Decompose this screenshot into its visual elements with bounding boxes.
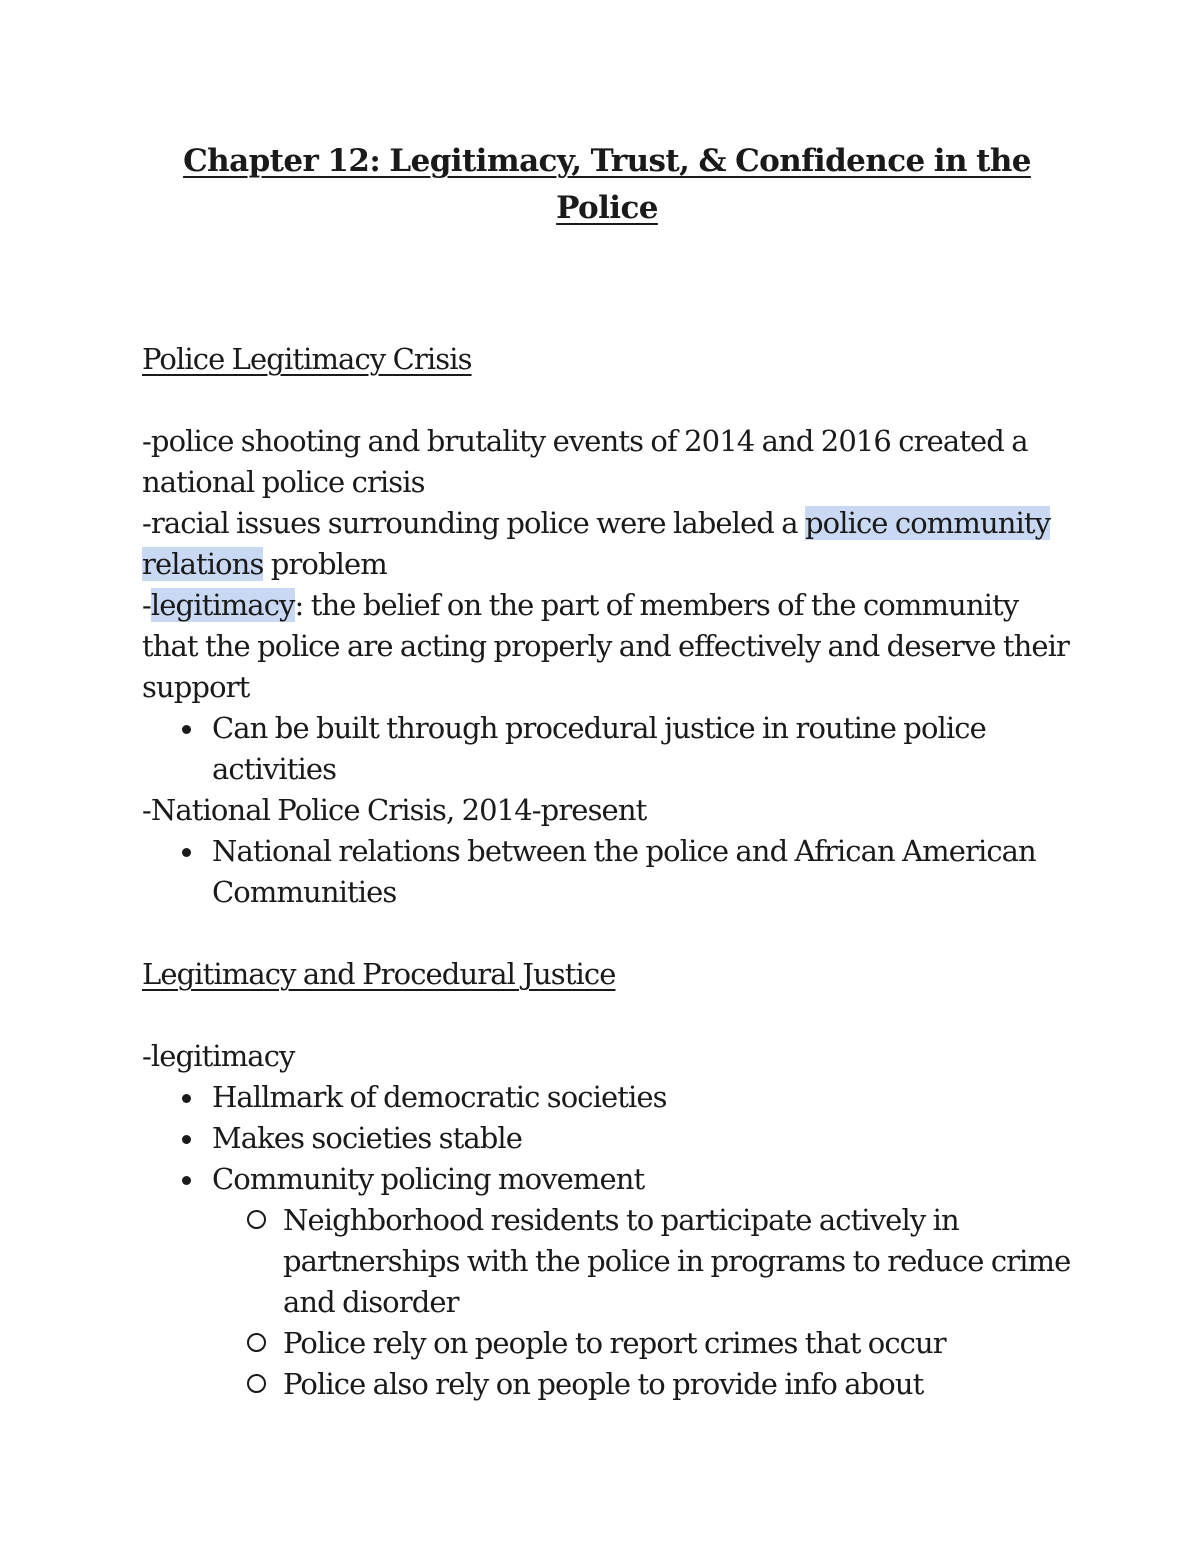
bullet-icon [182,1094,191,1103]
hollow-bullet-icon [247,1333,266,1352]
bullet-list [142,708,1072,790]
bullet-list [142,1077,1072,1405]
paragraph-text: problem [263,547,387,581]
paragraph-legitimacy-definition [142,585,1072,708]
list-item [142,1118,1072,1159]
bullet-icon [182,725,191,734]
bullet-list [142,831,1072,913]
paragraph-legitimacy: -legitimacy [142,1039,295,1073]
paragraph-text: : the belief on the part of members of the community that the police are acting properly and effectively and deserve their support [142,588,1070,704]
sub-bullet-list [142,1200,1072,1405]
sub-list-item [142,1200,1072,1323]
bullet-icon [182,1135,191,1144]
paragraph-text: - [142,588,151,622]
bullet-icon [182,1176,191,1185]
paragraph-racial-issues [142,503,1072,585]
spacer [142,913,1072,954]
list-item-text: Police rely on people to report crimes that occur [283,1326,946,1360]
paragraph-shooting-events: -police shooting and brutality events of 2014 and 2016 created a national police crisis [142,424,1028,499]
list-item [142,708,1072,790]
list-item-text: Can be built through procedural justice in routine police activities [212,711,986,786]
list-item-text: Community policing movement [212,1162,645,1196]
list-item [142,1159,1072,1405]
list-item-text: National relations between the police and African American Communities [212,834,1036,909]
list-item-text: Police also rely on people to provide info about [283,1367,924,1401]
list-item-text: Makes societies stable [212,1121,523,1155]
paragraph-national-crisis: -National Police Crisis, 2014-present [142,793,647,827]
bullet-icon [182,848,191,857]
sub-list-item [142,1323,1072,1364]
sub-list-item [142,1364,1072,1405]
spacer [142,232,1072,339]
list-item [142,1077,1072,1118]
paragraph-text: -racial issues surrounding police were labeled a [142,506,805,540]
document-page [142,138,1072,1405]
highlighted-term: police community relations [142,506,1051,581]
spacer [142,380,1072,421]
list-item-text: Neighborhood residents to participate actively in partnerships with the police in programs to reduce crime and disorder [283,1203,1071,1319]
page-title: Chapter 12: Legitimacy, Trust, & Confidence in the Police [183,143,1031,226]
section-heading-legitimacy-crisis: Police Legitimacy Crisis [142,342,472,376]
hollow-bullet-icon [247,1210,266,1229]
hollow-bullet-icon [247,1374,266,1393]
highlighted-term: legitimacy [150,588,295,622]
section-heading-procedural-justice: Legitimacy and Procedural Justice [142,957,616,991]
list-item [142,831,1072,913]
list-item-text: Hallmark of democratic societies [212,1080,667,1114]
spacer [142,995,1072,1036]
